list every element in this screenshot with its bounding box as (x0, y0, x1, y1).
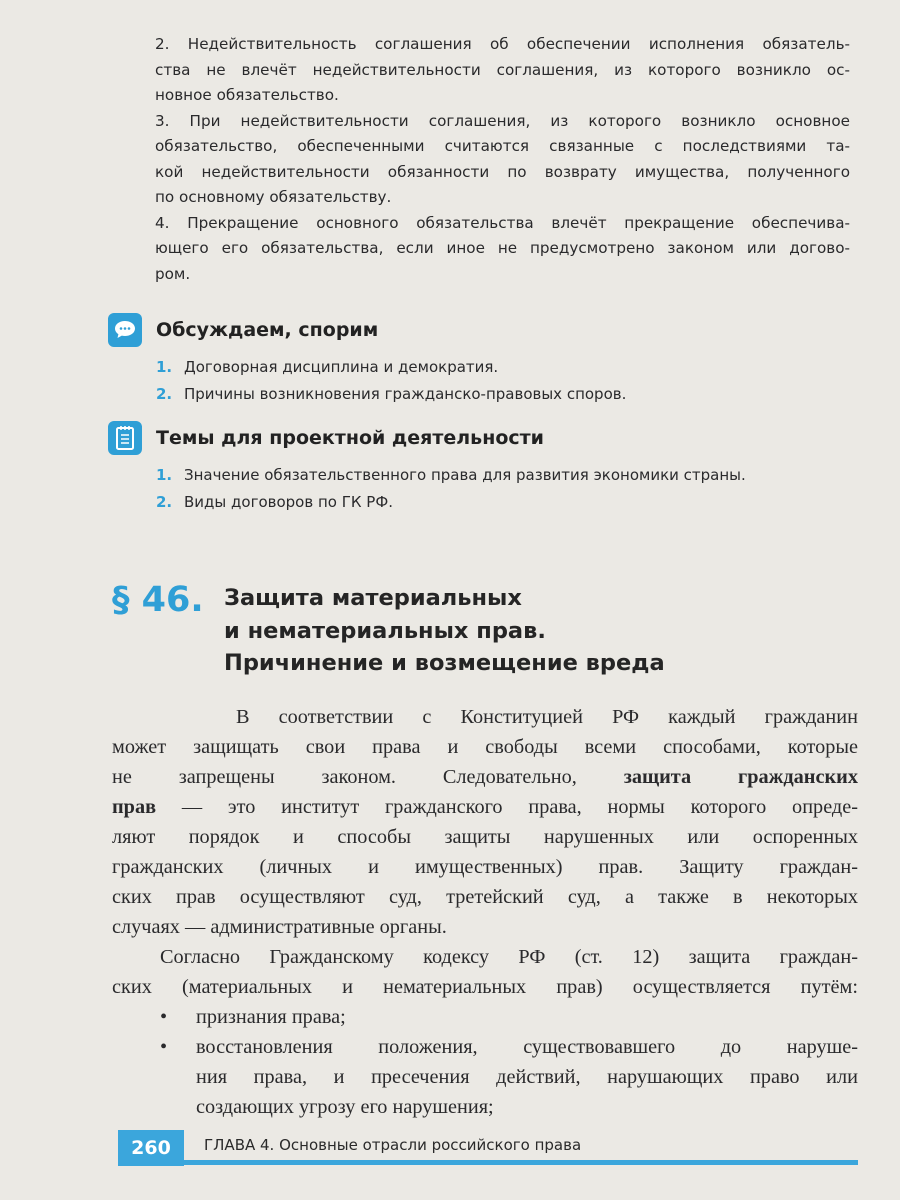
item-number: 1. (156, 358, 173, 376)
text-line: 3. При недействительности соглашения, из которого возникло основное (155, 111, 850, 130)
body-text (112, 702, 858, 1122)
text-line: кой недействительности обязанности по возврату имущества, полученного (155, 162, 850, 181)
section-title: Темы для проектной деятельности (156, 427, 544, 449)
text-line: случаях — административные органы. (112, 916, 447, 938)
text-line: ния права, и пресечения действий, нарушающих право или (196, 1066, 858, 1088)
top-article-text (155, 32, 850, 287)
title-line: и нематериальных прав. (224, 617, 546, 644)
bullet-icon: • (160, 1036, 168, 1058)
text-line: восстановления положения, существовавшего до наруше- (196, 1036, 858, 1058)
paragraph-title (224, 582, 665, 680)
item-text: Значение обязательственного права для развития экономики страны. (184, 466, 746, 484)
text-run: не запрещены законом. Следовательно, (112, 766, 624, 788)
paragraph-number: § 46. (112, 580, 204, 620)
bullet-icon: • (160, 1006, 168, 1028)
page-footer (118, 1130, 858, 1166)
text-line: новное обязательство. (155, 86, 339, 104)
text-line: ром. (155, 264, 191, 283)
article-item-4 (155, 211, 850, 288)
page-number: 260 (118, 1130, 184, 1166)
text-run: — это институт гражданского права, нормы которого опреде- (156, 796, 858, 818)
item-text: Виды договоров по ГК РФ. (184, 493, 393, 511)
text-line: ских (материальных и нематериальных прав) осуществляется путём: (112, 976, 858, 998)
article-item-3 (155, 109, 850, 211)
list-item (156, 381, 868, 408)
list-item (156, 354, 868, 381)
notepad-icon (108, 421, 142, 455)
item-number: 1. (156, 466, 173, 484)
chapter-title: ГЛАВА 4. Основные отрасли российского права (204, 1136, 582, 1154)
text-line: ства не влечёт недействительности соглашения, из которого возникло ос- (155, 60, 850, 79)
speech-bubble-icon (108, 313, 142, 347)
text-line: по основному обязательству. (155, 188, 392, 206)
article-item-2 (155, 32, 850, 109)
text-line (112, 762, 858, 792)
bullet-item (112, 1032, 858, 1122)
bullet-list (112, 1002, 858, 1122)
item-number: 2. (156, 493, 173, 511)
text-line: Согласно Гражданскому кодексу РФ (ст. 12) защита граждан- (160, 946, 858, 968)
item-number: 2. (156, 385, 173, 403)
discuss-section (108, 312, 868, 408)
body-paragraph (112, 942, 858, 1002)
title-line: Причинение и возмещение вреда (224, 650, 665, 676)
projects-section (108, 420, 868, 516)
footer-rule (184, 1160, 858, 1165)
text-line: обязательство, обеспеченными считаются связанные с последствиями та- (155, 137, 850, 155)
bullet-item (112, 1002, 858, 1032)
text-line: ских прав осуществляют суд, третейский суд, а также в некоторых (112, 886, 858, 908)
item-text: Причины возникновения гражданско-правовых споров. (184, 385, 627, 403)
list-item (156, 462, 868, 489)
text-line: создающих угрозу его нарушения; (196, 1096, 494, 1118)
text-line: 2. Недействительность соглашения об обеспечении исполнения обязатель- (155, 35, 850, 53)
bold-term: прав (112, 796, 157, 818)
title-line: Защита материальных (224, 585, 522, 611)
text-line: признания права; (196, 1006, 346, 1028)
text-line: 4. Прекращение основного обязательства влечёт прекращение обеспечива- (155, 213, 850, 232)
text-line: гражданских (личных и имущественных) прав. Защиту граждан- (112, 856, 858, 878)
item-text: Договорная дисциплина и демократия. (184, 358, 499, 376)
text-line (112, 792, 858, 822)
text-line: ющего его обязательства, если иное не предусмотрено законом или догово- (155, 239, 850, 257)
text-line: может защищать свои права и свободы всеми способами, которые (112, 736, 858, 758)
list-item (156, 489, 868, 516)
text-line: ляют порядок и способы защиты нарушенных или оспоренных (112, 826, 858, 848)
paragraph-heading (112, 580, 665, 680)
bold-term: защита гражданских (623, 766, 858, 788)
body-paragraph (112, 702, 858, 942)
text-line: В соответствии с Конституцией РФ каждый гражданин (236, 706, 858, 728)
section-title: Обсуждаем, спорим (156, 319, 379, 341)
